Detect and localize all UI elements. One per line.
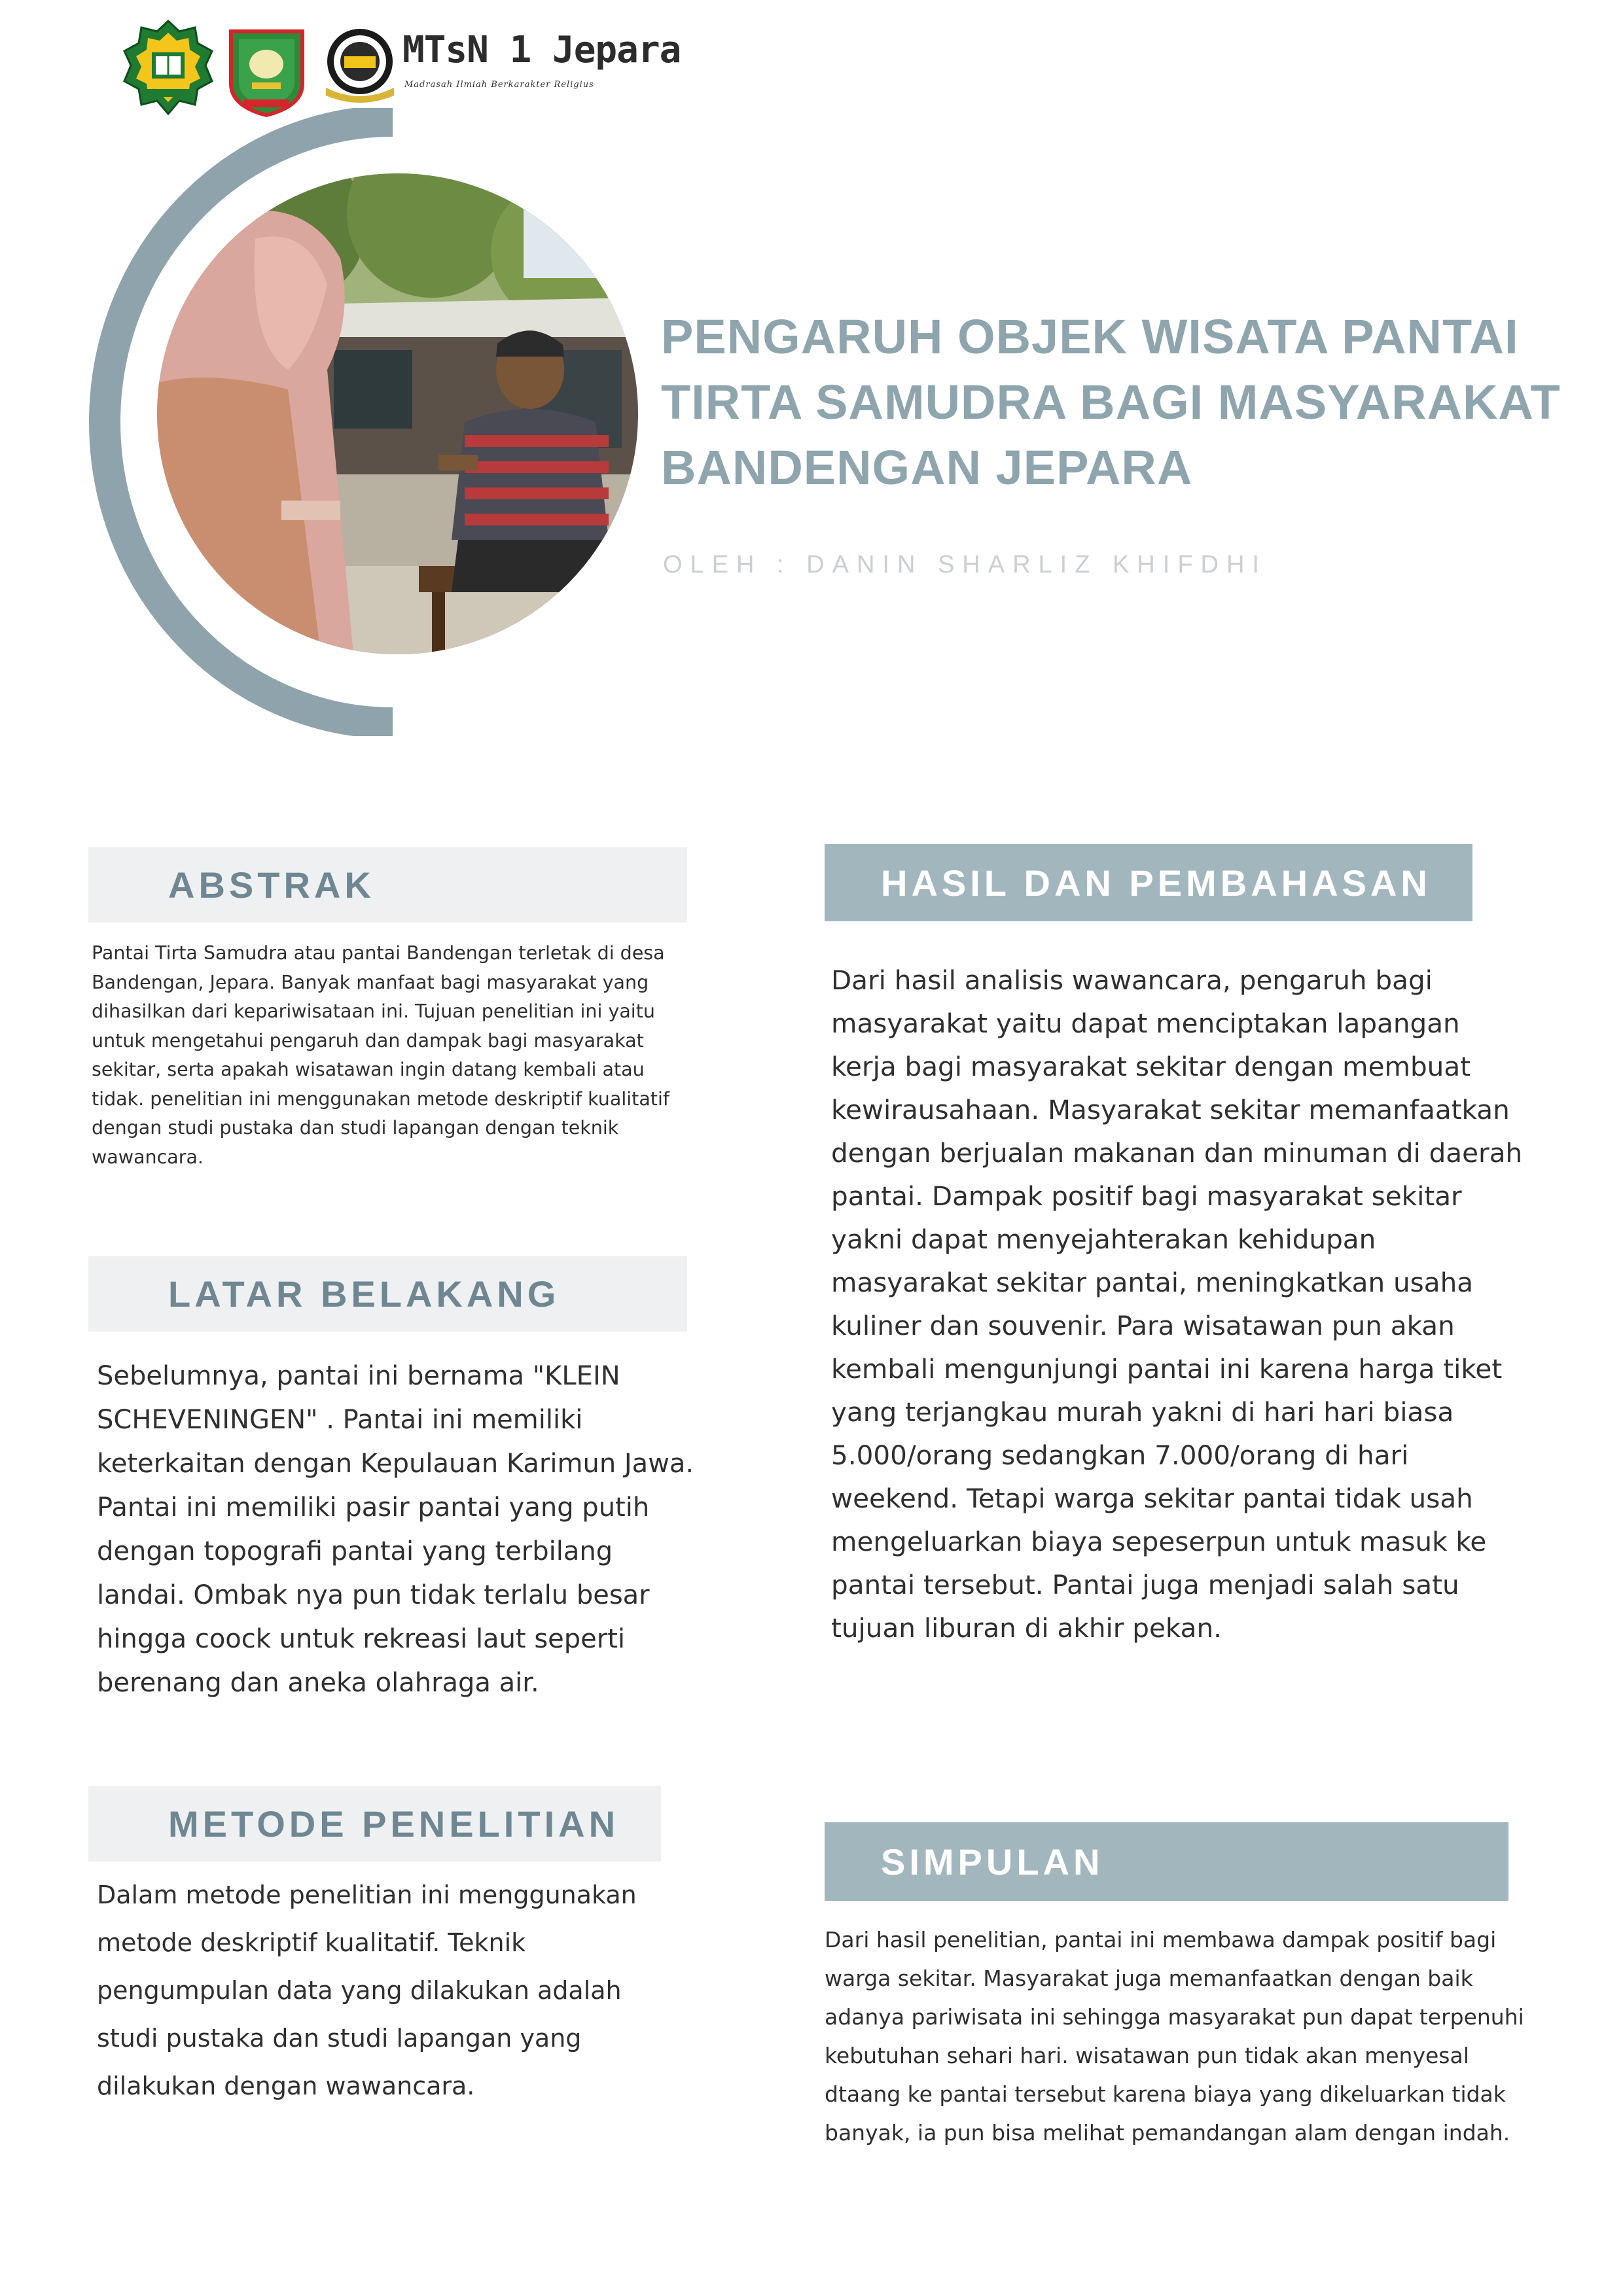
simpulan-body: Dari hasil penelitian, pantai ini membawa dampak positif bagi warga sekitar. Masyarakat juga memanfaatkan dengan baik adanya pariwisata ini sehingga masyarakat pun dapat terpenuhi kebutuhan sehari hari. wisatawan pun tidak akan menyesal dtaang ke pantai tersebut karena biaya yang dikeluarkan tidak banyak, ia pun bisa melihat pemandangan alam dengan indah. bbox=[825, 1927, 1524, 2146]
section-title-latar-belakang: LATAR BELAKANG bbox=[168, 1273, 560, 1315]
hasil-dan-pembahasan-body: Dari hasil analisis wawancara, pengaruh bagi masyarakat yaitu dapat menciptakan lapangan kerja bagi masyarakat sekitar dengan membuat kewirausahaan. Masyarakat sekitar memanfaatkan dengan berjualan makanan dan minuman di daerah pantai. Dampak positif bagi masyarakat sekitar yakni dapat menyejahterakan kehidupan masyarakat sekitar pantai, meningkatkan usaha kuliner dan souvenir. Para wisatawan pun akan kembali mengunjungi pantai ini karena harga tiket yang terjangkau murah yakni di hari hari biasa 5.000/orang sedangkan 7.000/orang di hari weekend. Tetapi warga sekitar pantai tidak usah mengeluarkan biaya sepeserpun untuk masuk ke pantai tersebut. Pantai juga menjadi salah satu tujuan liburan di akhir pekan. bbox=[831, 964, 1523, 1644]
section-title-metode-penelitian: METODE PENELITIAN bbox=[168, 1803, 620, 1845]
interview-photo bbox=[157, 173, 638, 654]
jepara-regency-logo bbox=[226, 26, 308, 118]
section-header-simpulan bbox=[825, 1822, 1508, 1901]
mtsn-logo bbox=[321, 25, 399, 103]
section-title-hasil-dan-pembahasan: HASIL DAN PEMBAHASAN bbox=[881, 862, 1431, 904]
kemenag-logo bbox=[119, 18, 217, 116]
section-title-abstrak: ABSTRAK bbox=[168, 864, 375, 906]
section-header-abstrak bbox=[88, 847, 687, 923]
section-header-metode-penelitian bbox=[88, 1786, 661, 1862]
abstrak-body: Pantai Tirta Samudra atau pantai Bandengan terletak di desa Bandengan, Jepara. Banyak manfaat bagi masyarakat yang dihasilkan dari kepariwisataan ini. Tujuan penelitian ini yaitu untuk mengetahui pengaruh dan dampak bagi masyarakat sekitar, serta apakah wisatawan ingin datang kembali atau tidak. penelitian ini menggunakan metode deskriptif kualitatif dengan studi pustaka dan studi lapangan dengan teknik wawancara. bbox=[92, 942, 669, 1168]
metode-penelitian-body: Dalam metode penelitian ini menggunakan metode deskriptif kualitatif. Teknik pengumpulan data yang dilakukan adalah studi pustaka dan studi lapangan yang dilakukan dengan wawancara. bbox=[97, 1881, 637, 2100]
brand-name: MTsN 1 Jepara bbox=[402, 29, 681, 71]
author-line: OLEH : DANIN SHARLIZ KHIFDHI bbox=[663, 551, 1267, 578]
section-header-hasil-dan-pembahasan bbox=[825, 844, 1472, 921]
poster-title: PENGARUH OBJEK WISATA PANTAI TIRTA SAMUDRA BAGI MASYARAKAT BANDENGAN JEPARA bbox=[661, 309, 1561, 495]
section-header-latar-belakang bbox=[88, 1256, 687, 1332]
latar-belakang-body: Sebelumnya, pantai ini bernama "KLEIN SCHEVENINGEN" . Pantai ini memiliki keterkaitan dengan Kepulauan Karimun Jawa. Pantai ini memiliki pasir pantai yang putih dengan topografi pantai yang terbilang landai. Ombak nya pun tidak terlalu besar hingga coock untuk rekreasi laut seperti berenang dan aneka olahraga air. bbox=[97, 1361, 694, 1698]
section-title-simpulan: SIMPULAN bbox=[881, 1841, 1104, 1882]
brand-tagline: Madrasah Ilmiah Berkarakter Religius bbox=[404, 80, 594, 90]
